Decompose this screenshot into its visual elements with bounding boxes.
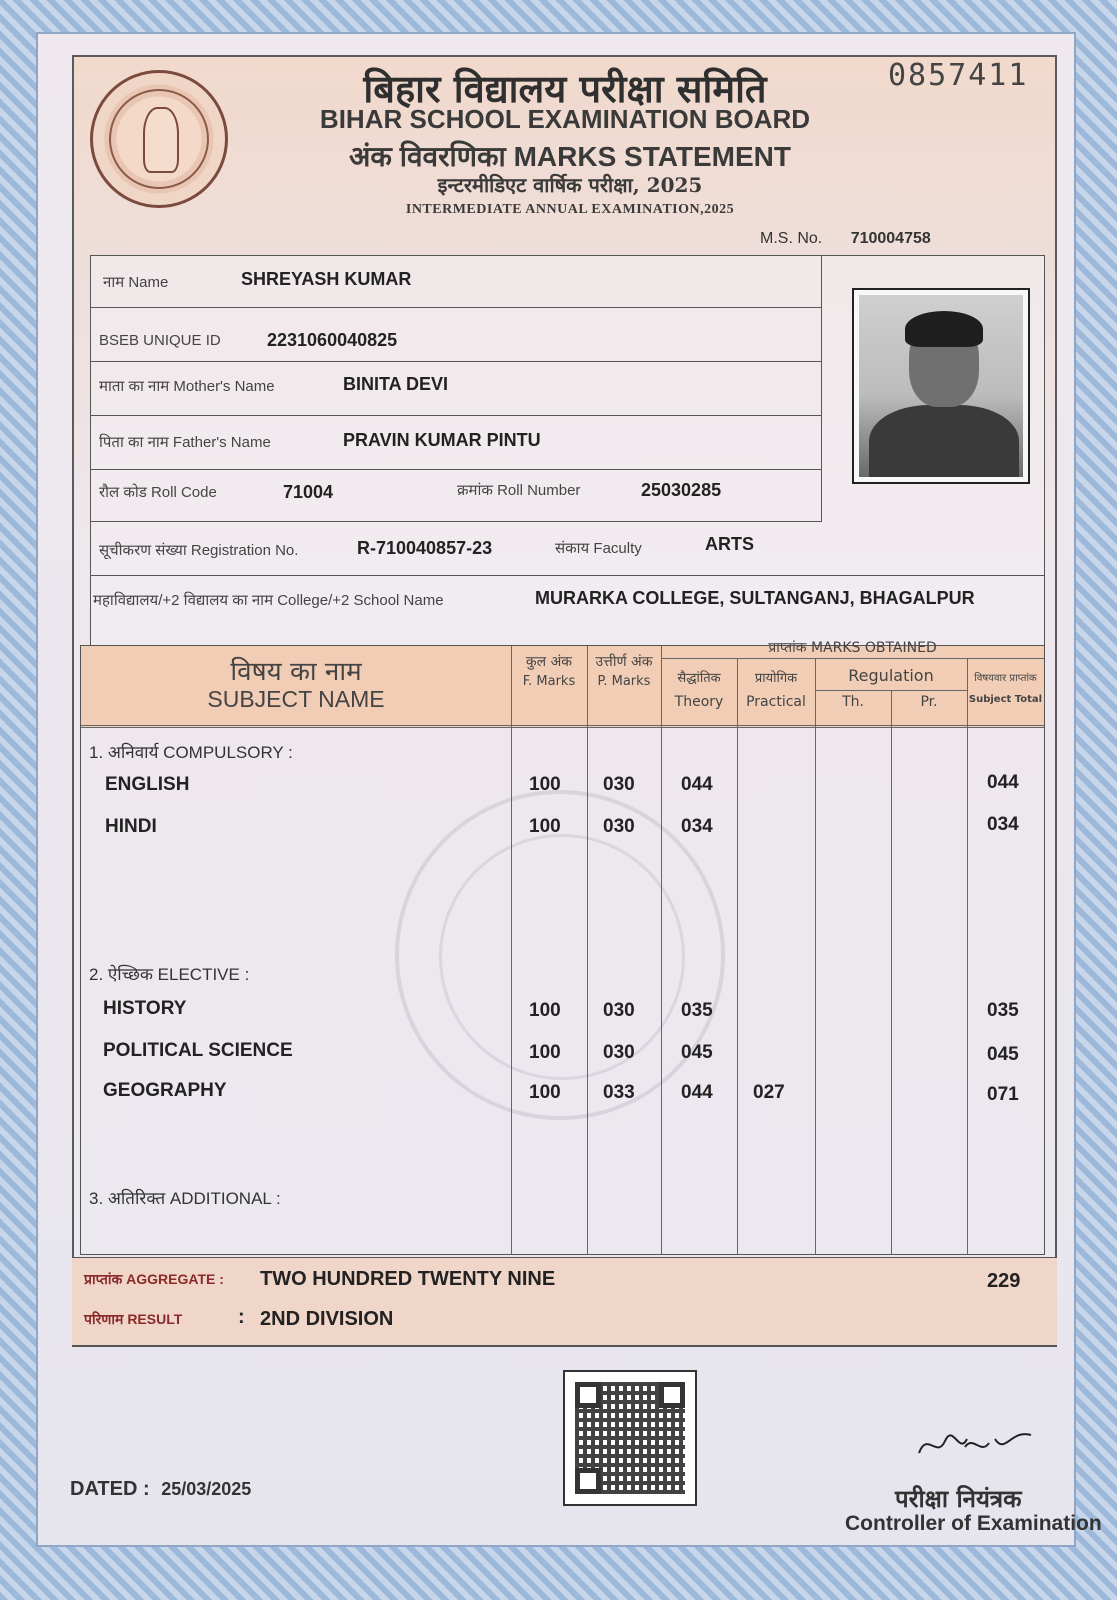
theory-marks: 035	[681, 1000, 713, 1021]
registration-label: सूचीकरण संख्या Registration No.	[99, 542, 299, 559]
college-label: महाविद्यालय/+2 विद्यालय का नाम College/+2 School Name	[93, 592, 444, 609]
faculty: ARTS	[705, 534, 754, 554]
pass-marks: 030	[603, 1042, 635, 1063]
dated-label: DATED :	[70, 1478, 150, 1500]
col-divider-regth	[815, 658, 816, 1254]
result-label: परिणाम RESULT	[84, 1311, 183, 1327]
college-row	[91, 576, 1044, 646]
photo-image	[859, 295, 1023, 477]
col-divider-fm	[511, 646, 512, 1254]
theory-hindi: सैद्धांतिक	[677, 671, 721, 686]
col-divider-pm	[587, 646, 588, 1254]
exam-name-english: INTERMEDIATE ANNUAL EXAMINATION,2025	[405, 202, 735, 217]
subject-total-hindi: विषयवार प्राप्तांक	[974, 673, 1037, 684]
subject-total-english: Subject Total	[968, 694, 1043, 705]
theory-marks: 045	[681, 1042, 713, 1063]
pass-marks: 030	[603, 816, 635, 837]
subject-name: GEOGRAPHY	[103, 1080, 227, 1101]
name-label: नाम Name	[103, 274, 169, 291]
document-title: अंक विवरणिका MARKS STATEMENT	[349, 141, 791, 172]
pass-marks: 030	[603, 774, 635, 795]
subject-name: POLITICAL SCIENCE	[103, 1040, 293, 1061]
roll-code-label: रौल कोड Roll Code	[99, 484, 217, 501]
regulation-header: Regulation	[848, 666, 934, 685]
controller-signature	[915, 1425, 1035, 1465]
board-title-hindi: बिहार विद्यालय परीक्षा समिति	[363, 66, 767, 111]
aggregate-block	[72, 1257, 1057, 1347]
obtained-underline	[661, 658, 1044, 659]
qr-code	[563, 1370, 697, 1506]
marks-obtained-header: प्राप्तांक MARKS OBTAINED	[768, 640, 937, 656]
father-row	[91, 416, 821, 470]
section-elective: 2. ऐच्छिक ELECTIVE :	[89, 965, 250, 984]
theory-marks: 034	[681, 816, 713, 837]
name-row	[91, 256, 821, 308]
mother-row	[91, 362, 821, 416]
theory-english: Theory	[674, 694, 724, 710]
full-marks: 100	[529, 1000, 561, 1021]
ms-number-label: M.S. No.	[760, 230, 823, 247]
qr-finder-bottom-left	[575, 1468, 601, 1494]
qr-finder-top-left	[575, 1382, 601, 1408]
board-seal-logo	[90, 70, 228, 208]
subject-total: 071	[987, 1084, 1019, 1105]
qr-finder-top-right	[659, 1382, 685, 1408]
registration-number: R-710040857-23	[357, 538, 493, 558]
aggregate-total: 229	[987, 1270, 1021, 1292]
full-marks: 100	[529, 774, 561, 795]
father-name-label: पिता का नाम Father's Name	[99, 434, 271, 451]
issue-date	[70, 1478, 251, 1501]
dated-value: 25/03/2025	[161, 1479, 252, 1499]
practical-hindi: प्रायोगिक	[754, 671, 798, 686]
faculty-label: संकाय Faculty	[555, 540, 642, 557]
pass-marks: 033	[603, 1082, 635, 1103]
exam-name-hindi: इन्टरमीडिएट वार्षिक परीक्षा, 2025	[437, 173, 703, 197]
full-marks-hindi: कुल अंक	[525, 654, 573, 670]
col-divider-regpr	[891, 690, 892, 1254]
regulation-practical: Pr.	[920, 694, 938, 710]
photo-body	[869, 405, 1019, 477]
serial-number: 0857411	[888, 58, 1029, 93]
full-marks: 100	[529, 816, 561, 837]
father-name: PRAVIN KUMAR PINTU	[343, 430, 541, 450]
subject-name-english: SUBJECT NAME	[207, 686, 385, 712]
subject-name-hindi: विषय का नाम	[230, 657, 362, 687]
pass-marks-english: P. Marks	[597, 674, 651, 689]
theory-marks: 044	[681, 774, 713, 795]
aggregate-label: प्राप्तांक AGGREGATE :	[84, 1271, 224, 1287]
regulation-theory: Th.	[842, 694, 864, 710]
board-title-english: BIHAR SCHOOL EXAMINATION BOARD	[319, 104, 811, 134]
photo-divider	[821, 256, 822, 522]
section-compulsory: 1. अनिवार्य COMPULSORY :	[89, 743, 293, 762]
mother-name: BINITA DEVI	[343, 374, 449, 394]
subject-total: 035	[987, 1000, 1019, 1021]
registration-row	[91, 522, 1044, 576]
uid-row	[91, 308, 821, 362]
subject-name: ENGLISH	[105, 774, 190, 795]
col-divider-practical	[737, 658, 738, 1254]
roll-number-label: क्रमांक Roll Number	[457, 482, 581, 499]
photo-hair	[905, 311, 983, 347]
student-photo	[852, 288, 1030, 484]
full-marks: 100	[529, 1042, 561, 1063]
marks-table	[80, 640, 1045, 1255]
full-marks: 100	[529, 1082, 561, 1103]
controller-title-hindi: परीक्षा नियंत्रक	[895, 1485, 1022, 1513]
ms-number	[760, 230, 931, 248]
result-colon: :	[238, 1306, 245, 1328]
marks-table-header	[81, 640, 1044, 728]
roll-code: 71004	[283, 482, 334, 502]
practical-english: Practical	[746, 694, 806, 710]
seal-figure	[143, 107, 179, 173]
practical-marks: 027	[753, 1082, 785, 1103]
roll-row	[91, 470, 821, 522]
qr-pattern	[575, 1382, 685, 1494]
result-value: 2ND DIVISION	[260, 1308, 394, 1330]
pass-marks-hindi: उत्तीर्ण अंक	[595, 654, 653, 670]
student-name: SHREYASH KUMAR	[241, 269, 412, 289]
full-marks-english: F. Marks	[522, 674, 576, 689]
mother-name-label: माता का नाम Mother's Name	[99, 378, 275, 395]
ms-number-value: 710004758	[850, 230, 931, 247]
subject-total: 045	[987, 1044, 1019, 1065]
section-additional: 3. अतिरिक्त ADDITIONAL :	[89, 1189, 281, 1208]
col-divider-theory	[661, 646, 662, 1254]
subject-name: HINDI	[105, 816, 157, 837]
theory-marks: 044	[681, 1082, 713, 1103]
subject-total: 044	[987, 772, 1019, 793]
col-divider-total	[967, 658, 968, 1254]
subject-name: HISTORY	[103, 998, 187, 1019]
aggregate-in-words: TWO HUNDRED TWENTY NINE	[260, 1268, 556, 1290]
controller-title-english: Controller of Examination	[845, 1512, 1102, 1535]
subject-total: 034	[987, 814, 1019, 835]
roll-number: 25030285	[641, 480, 722, 500]
uid-label: BSEB UNIQUE ID	[99, 332, 221, 349]
unique-id: 2231060040825	[267, 330, 398, 350]
college-name: MURARKA COLLEGE, SULTANGANJ, BHAGALPUR	[535, 588, 975, 608]
pass-marks: 030	[603, 1000, 635, 1021]
